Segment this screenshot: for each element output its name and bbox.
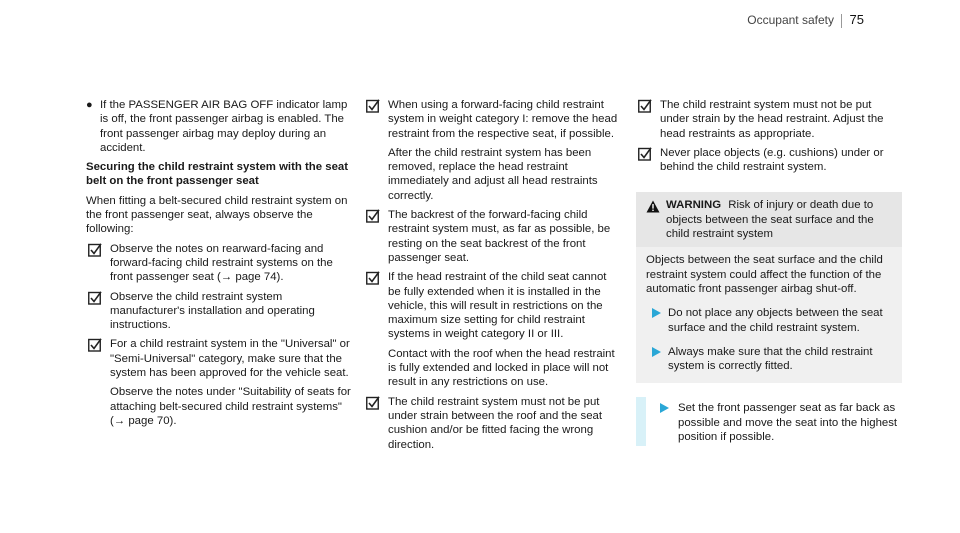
checkbox-check-icon [366, 396, 380, 410]
warning-step-text: Do not place any objects between the seat surface and the child restraint system. [668, 307, 883, 334]
check-item [86, 242, 358, 285]
check-item [86, 290, 358, 333]
check-item-text: For a child restraint system in the "Universal" or "Semi-Universal" category, make sure that the system has been approved for the vehicle seat. [110, 338, 350, 380]
check-item-text: Observe the child restraint system manufacturer's installation and operating instructions. [110, 290, 315, 332]
checkbox-check-icon [88, 291, 102, 305]
check-item-text: The backrest of the forward-facing child restraint system must, as far as possible, be resting on the seat backrest of the front passenger seat. [388, 209, 611, 264]
section-heading: Securing the child restraint system with the seat belt on the front passenger seat [86, 161, 349, 188]
warning-step [646, 306, 894, 335]
warning-box [636, 192, 902, 383]
check-item [636, 98, 902, 141]
column-3 [636, 98, 902, 446]
check-item-text: Never place objects (e.g. cushions) under or behind the child restraint system. [660, 146, 884, 174]
check-item [364, 208, 622, 265]
header-divider [841, 14, 842, 28]
checkbox-check-icon [88, 338, 102, 352]
checkbox-check-icon [366, 209, 380, 223]
column-1 [86, 98, 358, 428]
checkbox-check-icon [366, 271, 380, 285]
section-title: Occupant safety [747, 13, 834, 27]
action-step [636, 397, 902, 446]
play-arrow-icon [660, 403, 669, 413]
warning-body [636, 247, 902, 383]
check-item [364, 98, 622, 141]
check-item-text: If the head restraint of the child seat cannot be fully extended when it is installed in the vehicle, this will result in restrictions on the maximum size setting for child restraint systems in weight category II or III. [388, 271, 607, 341]
column-2 [364, 98, 622, 452]
sub-paragraph: After the child restraint system has been removed, replace the head restraint immediately and adjust all head restraints correctly. [388, 146, 598, 202]
warning-title: WARNING [666, 199, 722, 212]
bullet-text: If the PASSENGER AIR BAG OFF indicator lamp is off, the front passenger airbag is enabled. The front passenger airbag may deploy during an accident. [100, 99, 348, 154]
checkbox-check-icon [638, 147, 652, 161]
intro-text: When fitting a belt-secured child restraint system on the front passenger seat, always observe the following: [86, 194, 348, 236]
check-item-text: The child restraint system must not be put under strain by the head restraint. Adjust the head restraints as appropriate. [660, 99, 884, 140]
sub-paragraph: Contact with the roof when the head restraint is fully extended and locked in place will not result in any restrictions on use. [388, 347, 615, 389]
warning-header [636, 192, 902, 247]
checkbox-check-icon [366, 99, 380, 113]
bullet-dot-icon: ● [86, 99, 93, 111]
warning-body-text: Objects between the seat surface and the child restraint system could affect the function of the automatic front passenger airbag shut-off. [646, 254, 883, 295]
checkbox-check-icon [638, 99, 652, 113]
play-arrow-icon [652, 308, 661, 318]
action-step-text: Set the front passenger seat as far back as possible and move the seat into the highest position if possible. [678, 402, 898, 444]
warning-headline: Risk of injury or death due to objects between the seat surface and the child restraint system [666, 199, 874, 241]
check-item-text: When using a forward-facing child restraint system in weight category I: remove the head restraint from the respective seat, if possible. [388, 99, 618, 140]
check-item-text: The child restraint system must not be put under strain between the roof and the seat cushion and/or be fitted facing the wrong direction. [388, 395, 603, 451]
warning-triangle-icon [646, 200, 660, 213]
play-arrow-icon [652, 347, 661, 357]
check-item [364, 270, 622, 341]
check-item [86, 337, 358, 380]
check-item [364, 395, 622, 452]
warning-step [646, 345, 894, 374]
bullet-item [86, 98, 358, 155]
sub-paragraph: Observe the notes under "Suitability of seats for attaching belt-secured child restraint systems" (→ page 70). [110, 386, 351, 427]
page-number: 75 [849, 12, 864, 27]
check-item [636, 146, 902, 175]
check-item-text: Observe the notes on rearward-facing and forward-facing child restraint systems on the front passenger seat (→ page 74). [110, 242, 333, 284]
warning-step-text: Always make sure that the child restraint system is correctly fitted. [668, 345, 873, 373]
checkbox-check-icon [88, 243, 102, 257]
page-header [0, 12, 864, 32]
